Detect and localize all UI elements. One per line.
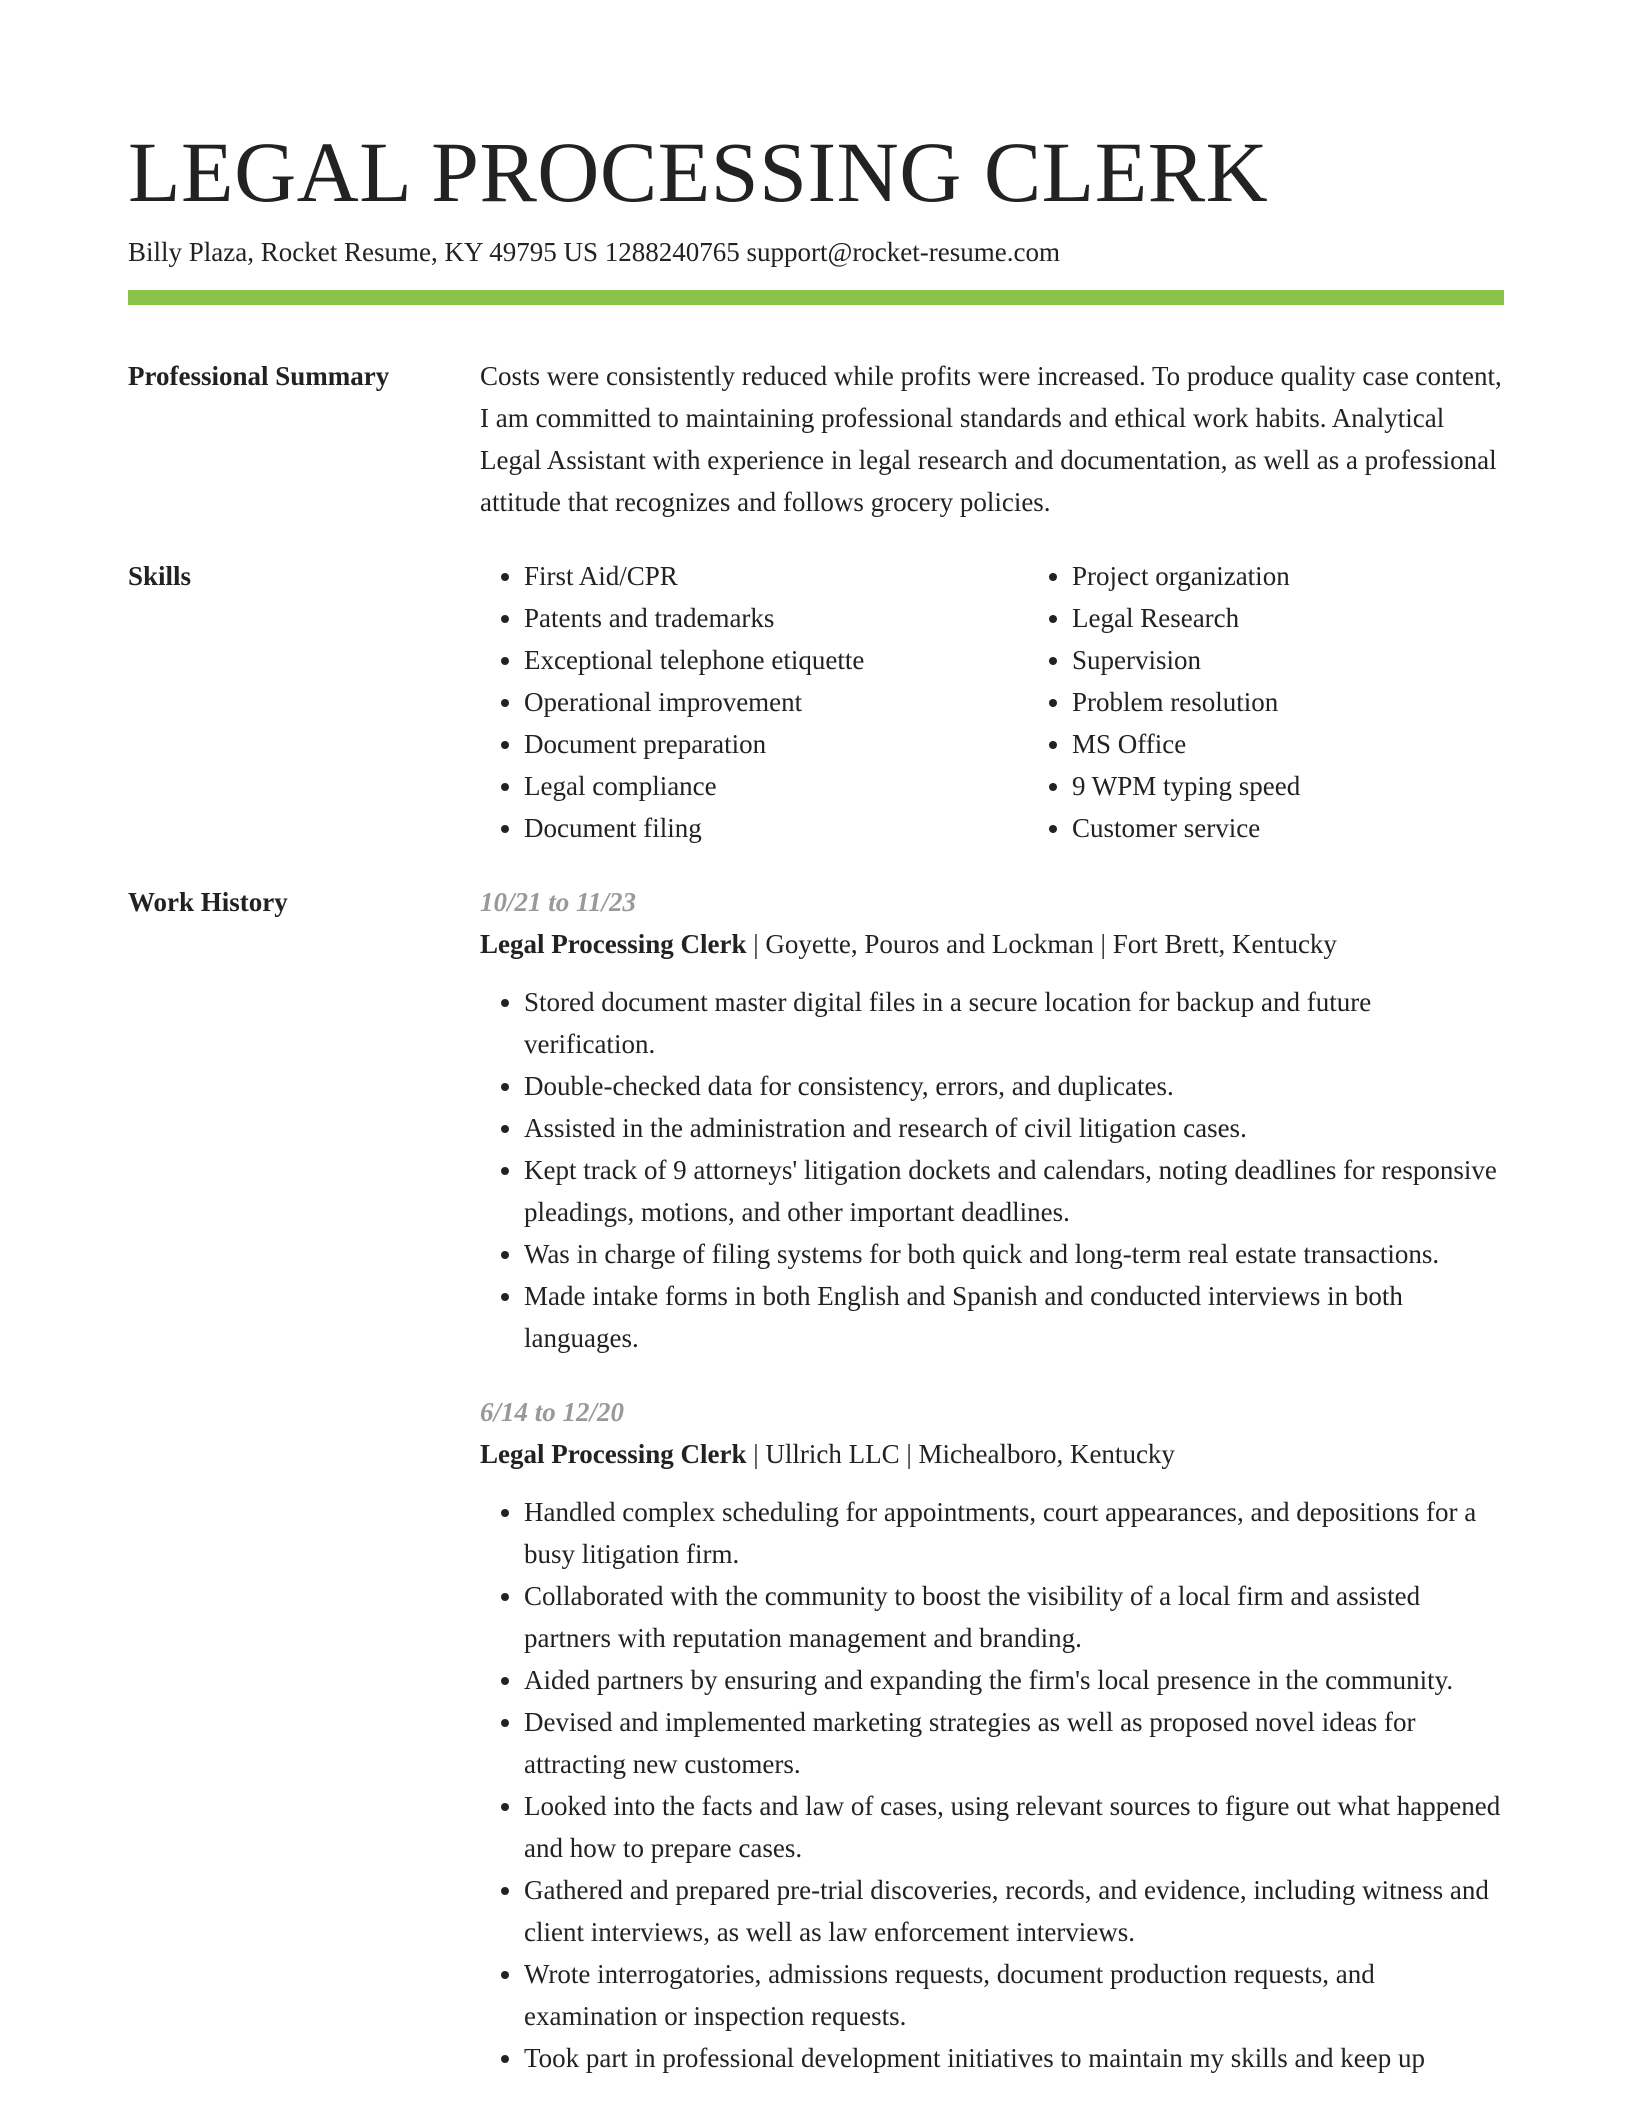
job-dates: 6/14 to 12/20 xyxy=(480,1397,625,1427)
skill-item: • Problem resolution xyxy=(1072,681,1576,723)
summary-text: Costs were consistently reduced while profits were increased. To produce quality case content, I am committed to maintaining professional standards and ethical work habits. Analytical Legal Assistant with experience in legal research and documentation, as well as a professional attitude that recognizes and follows grocery policies. xyxy=(480,361,1502,517)
skills-section xyxy=(128,555,1504,849)
work-history-section xyxy=(128,881,1504,2079)
section-title-skills: Skills xyxy=(128,561,192,591)
skill-item: • 9 WPM typing speed xyxy=(1072,765,1576,807)
header-divider xyxy=(128,290,1504,305)
contact-line: Billy Plaza, Rocket Resume, KY 49795 US 1288240765 support@rocket-resume.com xyxy=(128,237,1060,267)
skill-item: • Document filing xyxy=(524,807,1028,849)
skill-item: • Patents and trademarks xyxy=(524,597,1028,639)
skill-item: • MS Office xyxy=(1072,723,1576,765)
job-duties-list xyxy=(480,981,1504,1359)
skill-item: • First Aid/CPR xyxy=(524,555,1028,597)
job-duty-item: • Was in charge of filing systems for both quick and long-term real estate transactions. xyxy=(524,1233,1504,1275)
skill-item: • Legal compliance xyxy=(524,765,1028,807)
job-employer-location: | Ullrich LLC | Michealboro, Kentucky xyxy=(746,1439,1175,1469)
job-duty-item: • Stored document master digital files in a secure location for backup and future verification. xyxy=(524,981,1504,1065)
skills-list-left xyxy=(480,555,1028,849)
job-header xyxy=(480,923,1504,965)
job-dates: 10/21 to 11/23 xyxy=(480,887,637,917)
job-duty-item: • Gathered and prepared pre-trial discoveries, records, and evidence, including witness and client interviews, as well as law enforcement interviews. xyxy=(524,1869,1504,1953)
skills-list-right xyxy=(1028,555,1576,849)
job-duty-item: • Aided partners by ensuring and expanding the firm's local presence in the community. xyxy=(524,1659,1504,1701)
job-entry xyxy=(480,1391,1504,2079)
skills-columns xyxy=(480,555,1576,849)
job-duties-list xyxy=(480,1491,1504,2079)
resume-page xyxy=(128,118,1504,2079)
job-duty-item: • Kept track of 9 attorneys' litigation dockets and calendars, noting deadlines for responsive pleadings, motions, and other important deadlines. xyxy=(524,1149,1504,1233)
job-duty-item: • Wrote interrogatories, admissions requests, document production requests, and examination or inspection requests. xyxy=(524,1953,1504,2037)
section-title-work-history: Work History xyxy=(128,887,288,917)
job-duty-item: • Looked into the facts and law of cases, using relevant sources to figure out what happened and how to prepare cases. xyxy=(524,1785,1504,1869)
job-duty-item: • Took part in professional development initiatives to maintain my skills and keep up xyxy=(524,2037,1504,2079)
resume-name-heading: LEGAL PROCESSING CLERK xyxy=(128,124,1269,220)
job-duty-item: • Devised and implemented marketing strategies as well as proposed novel ideas for attracting new customers. xyxy=(524,1701,1504,1785)
job-title: Legal Processing Clerk xyxy=(480,929,747,959)
work-history-entries xyxy=(480,881,1504,2079)
job-duty-item: • Collaborated with the community to boost the visibility of a local firm and assisted partners with reputation management and branding. xyxy=(524,1575,1504,1659)
skill-item: • Project organization xyxy=(1072,555,1576,597)
job-header xyxy=(480,1433,1504,1475)
job-title: Legal Processing Clerk xyxy=(480,1439,747,1469)
job-duty-item: • Handled complex scheduling for appointments, court appearances, and depositions for a busy litigation firm. xyxy=(524,1491,1504,1575)
job-entry xyxy=(480,881,1504,1359)
skill-item: • Operational improvement xyxy=(524,681,1028,723)
job-employer-location: | Goyette, Pouros and Lockman | Fort Brett, Kentucky xyxy=(746,929,1337,959)
skill-item: • Document preparation xyxy=(524,723,1028,765)
job-duty-item: • Double-checked data for consistency, errors, and duplicates. xyxy=(524,1065,1504,1107)
section-title-professional-summary: Professional Summary xyxy=(128,361,390,391)
skill-item: • Legal Research xyxy=(1072,597,1576,639)
skill-item: • Exceptional telephone etiquette xyxy=(524,639,1028,681)
job-duty-item: • Assisted in the administration and research of civil litigation cases. xyxy=(524,1107,1504,1149)
professional-summary-section xyxy=(128,355,1504,523)
skill-item: • Supervision xyxy=(1072,639,1576,681)
skill-item: • Customer service xyxy=(1072,807,1576,849)
job-duty-item: • Made intake forms in both English and Spanish and conducted interviews in both languages. xyxy=(524,1275,1504,1359)
